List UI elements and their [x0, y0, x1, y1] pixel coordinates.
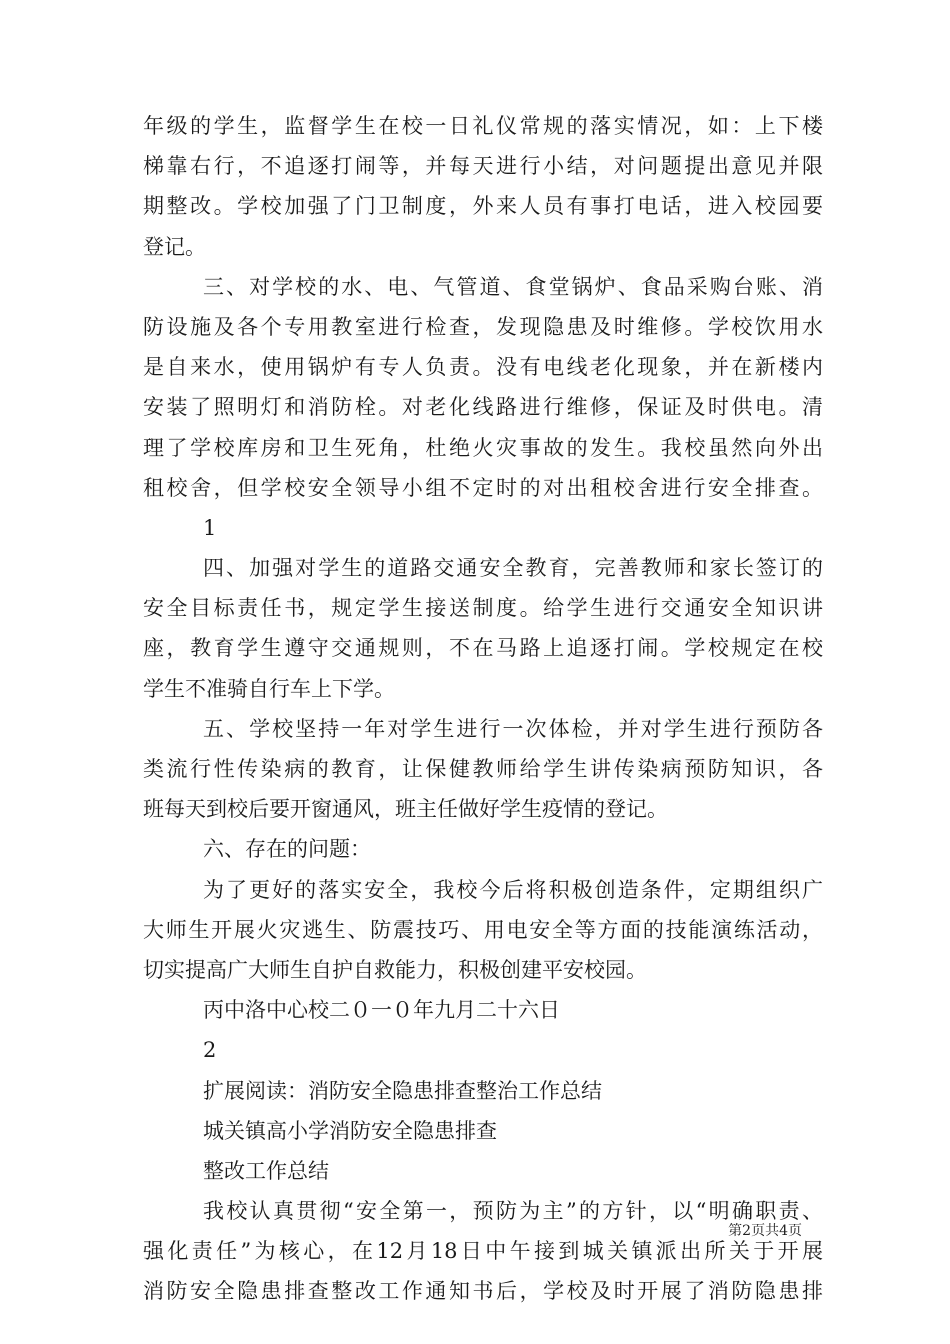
text-line: 年级的学生，监督学生在校一日礼仪常规的落实情况，如：上下楼: [143, 114, 823, 138]
signature-date: 丙中洛中心校二０一０年九月二十六日: [203, 998, 560, 1023]
text-line: 强化责任”为核心，在12月18日中午接到城关镇派出所关于开展: [143, 1239, 823, 1264]
text-line: 切实提高广大师生自护自救能力，积极创建平安校园。: [143, 957, 647, 982]
article-title: 整改工作总结: [203, 1158, 329, 1183]
text-line: 理了学校库房和卫生死角，杜绝火灾事故的发生。我校虽然向外出: [143, 435, 823, 460]
text-line: 期整改。学校加强了门卫制度，外来人员有事打电话，进入校园要: [143, 194, 823, 219]
text-line: 我校认真贯彻“安全第一，预防为主”的方针，以“明确职责、: [203, 1199, 823, 1224]
text-line: 防设施及各个专用教室进行检查，发现隐患及时维修。学校饮用水: [143, 314, 823, 339]
text-line: 安全目标责任书，规定学生接送制度。给学生进行交通安全知识讲: [143, 596, 823, 621]
text-line: 班每天到校后要开窗通风，班主任做好学生疫情的登记。: [143, 797, 668, 822]
section-heading: 六、存在的问题：: [203, 837, 371, 862]
page-footer: 第2页共4页: [728, 1223, 802, 1239]
text-line: 梯靠右行，不追逐打闹等，并每天进行小结，对问题提出意见并限: [143, 154, 823, 179]
text-line: 是自来水，使用锅炉有专人负责。没有电线老化现象，并在新楼内: [143, 355, 823, 380]
text-line: 安装了照明灯和消防栓。对老化线路进行维修，保证及时供电。清: [143, 395, 823, 420]
text-line: 为了更好的落实安全，我校今后将积极创造条件，定期组织广: [203, 877, 823, 902]
text-line: 学生不准骑自行车上下学。: [143, 676, 395, 701]
text-line: 消防安全隐患排查整改工作通知书后，学校及时开展了消防隐患排: [143, 1279, 823, 1304]
extended-reading-title: 扩展阅读：消防安全隐患排查整治工作总结: [203, 1078, 602, 1103]
page-number-marker: 1: [203, 515, 217, 540]
text-line: 租校舍，但学校安全领导小组不定时的对出租校舍进行安全排查。: [143, 475, 823, 500]
text-line: 大师生开展火灾逃生、防震技巧、用电安全等方面的技能演练活动，: [143, 917, 823, 942]
text-line: 五、学校坚持一年对学生进行一次体检，并对学生进行预防各: [203, 716, 823, 741]
text-line: 类流行性传染病的教育，让保健教师给学生讲传染病预防知识，各: [143, 757, 823, 781]
text-line: 座，教育学生遵守交通规则，不在马路上追逐打闹。学校规定在校: [143, 636, 823, 661]
article-title: 城关镇高小学消防安全隐患排查: [203, 1118, 497, 1143]
document-body: [143, 106, 823, 1312]
text-line: 四、加强对学生的道路交通安全教育，完善教师和家长签订的: [203, 556, 823, 581]
text-line: 登记。: [143, 234, 206, 259]
text-line: 三、对学校的水、电、气管道、食堂锅炉、食品采购台账、消: [203, 274, 823, 299]
page-number-marker: 2: [203, 1038, 217, 1063]
